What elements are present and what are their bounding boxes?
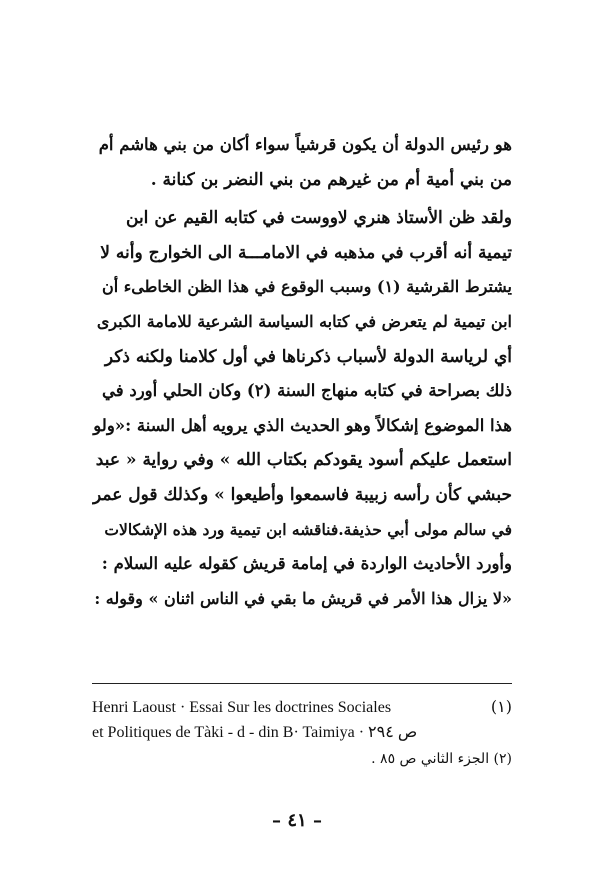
footnote-1 xyxy=(92,694,512,720)
text-line: ولقد ظن الأستاذ هنري لاووست في كتابه القيم عن ابن xyxy=(126,208,512,229)
text-line: ذلك بصراحة في كتابه منهاج السنة (٢) وكان الحلي أورد في xyxy=(101,381,512,401)
footnote-divider xyxy=(92,683,512,684)
text-line: يشترط القرشية (١) وسبب الوقوع في هذا الظن الخاطىء أن xyxy=(101,277,512,297)
footnote-1-continued: et Politiques de Tàki - d - din B· Taimiya · ص ٢٩٤ xyxy=(92,724,418,741)
text-line: وأورد الأحاديث الواردة في إمامة قريش كقوله عليه السلام : xyxy=(101,554,512,574)
footnote-number: (١) xyxy=(490,697,512,716)
body-text xyxy=(92,128,512,616)
text-line: تيمية أنه أقرب في مذهبه في الامامـــة الى الخوارج وأنه لا xyxy=(100,242,512,263)
text-line: حبشي كأن رأسه زبيبة فاسمعوا وأطيعوا » وكذلك قول عمر xyxy=(93,484,512,505)
footnotes xyxy=(92,694,512,772)
text-line: أي لرياسة الدولة لأسباب ذكرناها في أول كلامنا ولكنه ذكر xyxy=(104,346,512,367)
page-number: – ٤١ – xyxy=(272,810,322,831)
footnote-citation: Henri Laoust · Essai Sur les doctrines Sociales xyxy=(92,699,392,716)
text-line: من بني أمية أم من غيرهم من بني النضر بن كنانة . xyxy=(150,169,512,190)
text-line: «لا يزال هذا الأمر في قريش ما بقي في الناس اثنان » وقوله : xyxy=(94,588,512,608)
footnote-2: (٢) الجزء الثاني ص ٨٥ . xyxy=(371,751,512,767)
text-line: في سالم مولى أبي حذيفة.فناقشه ابن تيمية ورد هذه الإشكالات xyxy=(104,519,512,539)
text-line: ابن تيمية لم يتعرض في كتابه السياسة الشرعية للامامة الكبرى xyxy=(96,311,512,331)
text-line: هو رئيس الدولة أن يكون قرشياً سواء أكان من بني هاشم أم xyxy=(98,135,512,154)
text-line: هذا الموضوع إشكالاً وهو الحديث الذي يرويه أهل السنة :«ولو xyxy=(93,415,512,435)
text-line: استعمل عليكم أسود يقودكم بكتاب الله » وفي رواية « عبد xyxy=(95,450,512,471)
